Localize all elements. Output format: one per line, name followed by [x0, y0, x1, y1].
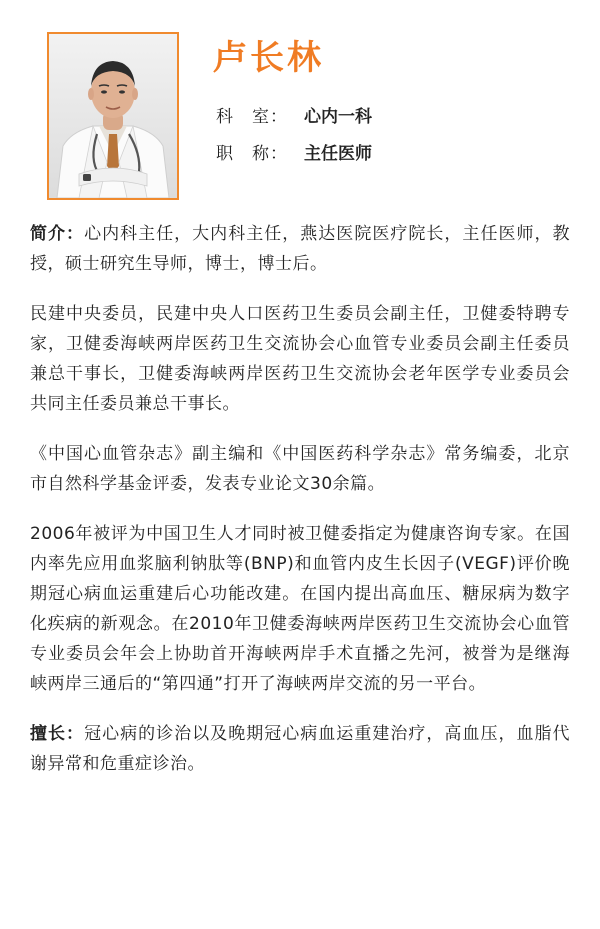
achievement-paragraph: 2006年被评为中国卫生人才同时被卫健委指定为健康咨询专家。在国内率先应用血浆脑利钠肽等(BNP)和血管内皮生长因子(VEGF)评价晚期冠心病血运重建后心功能改建。在国内提出高血压、糖尿病为数字化疾病的新观念。在2010年卫健委海峡两岸医药卫生交流协会心血管专业委员会年会上协助首开海峡两岸手术直播之先河，被誉为是继海峡两岸三通后的“第四通”打开了海峡两岸交流的另一平台。 [30, 524, 570, 694]
title-row [216, 142, 372, 166]
doctor-name: 卢长林 [213, 38, 324, 78]
profile-header [20, 0, 580, 200]
profile-content [30, 219, 570, 799]
intro-lead: 简介： [30, 224, 85, 244]
title-label: 职 称： [216, 144, 288, 164]
specialty-lead: 擅长： [30, 724, 85, 744]
doctor-photo [47, 32, 179, 200]
title-value: 主任医师 [304, 144, 372, 164]
intro-text: 心内科主任，大内科主任，燕达医院医疗院长，主任医师，教授，硕士研究生导师，博士，博士后。 [30, 224, 571, 274]
specialty-text: 冠心病的诊治以及晚期冠心病血运重建治疗，高血压，血脂代谢异常和危重症诊治。 [30, 724, 571, 774]
department-label: 科 室： [216, 107, 288, 127]
intro-paragraph [30, 219, 570, 279]
committee-paragraph: 民建中央委员，民建中央人口医药卫生委员会副主任，卫健委特聘专家，卫健委海峡两岸医药卫生交流协会心血管专业委员会副主任委员兼总干事长，卫健委海峡两岸医药卫生交流协会老年医学专业委员会共同主任委员兼总干事长。 [30, 304, 570, 414]
specialty-paragraph [30, 719, 570, 779]
department-row [216, 105, 372, 129]
journal-paragraph: 《中国心血管杂志》副主编和《中国医药科学杂志》常务编委，北京市自然科学基金评委，发表专业论文30余篇。 [30, 444, 570, 494]
department-value: 心内一科 [304, 107, 372, 127]
